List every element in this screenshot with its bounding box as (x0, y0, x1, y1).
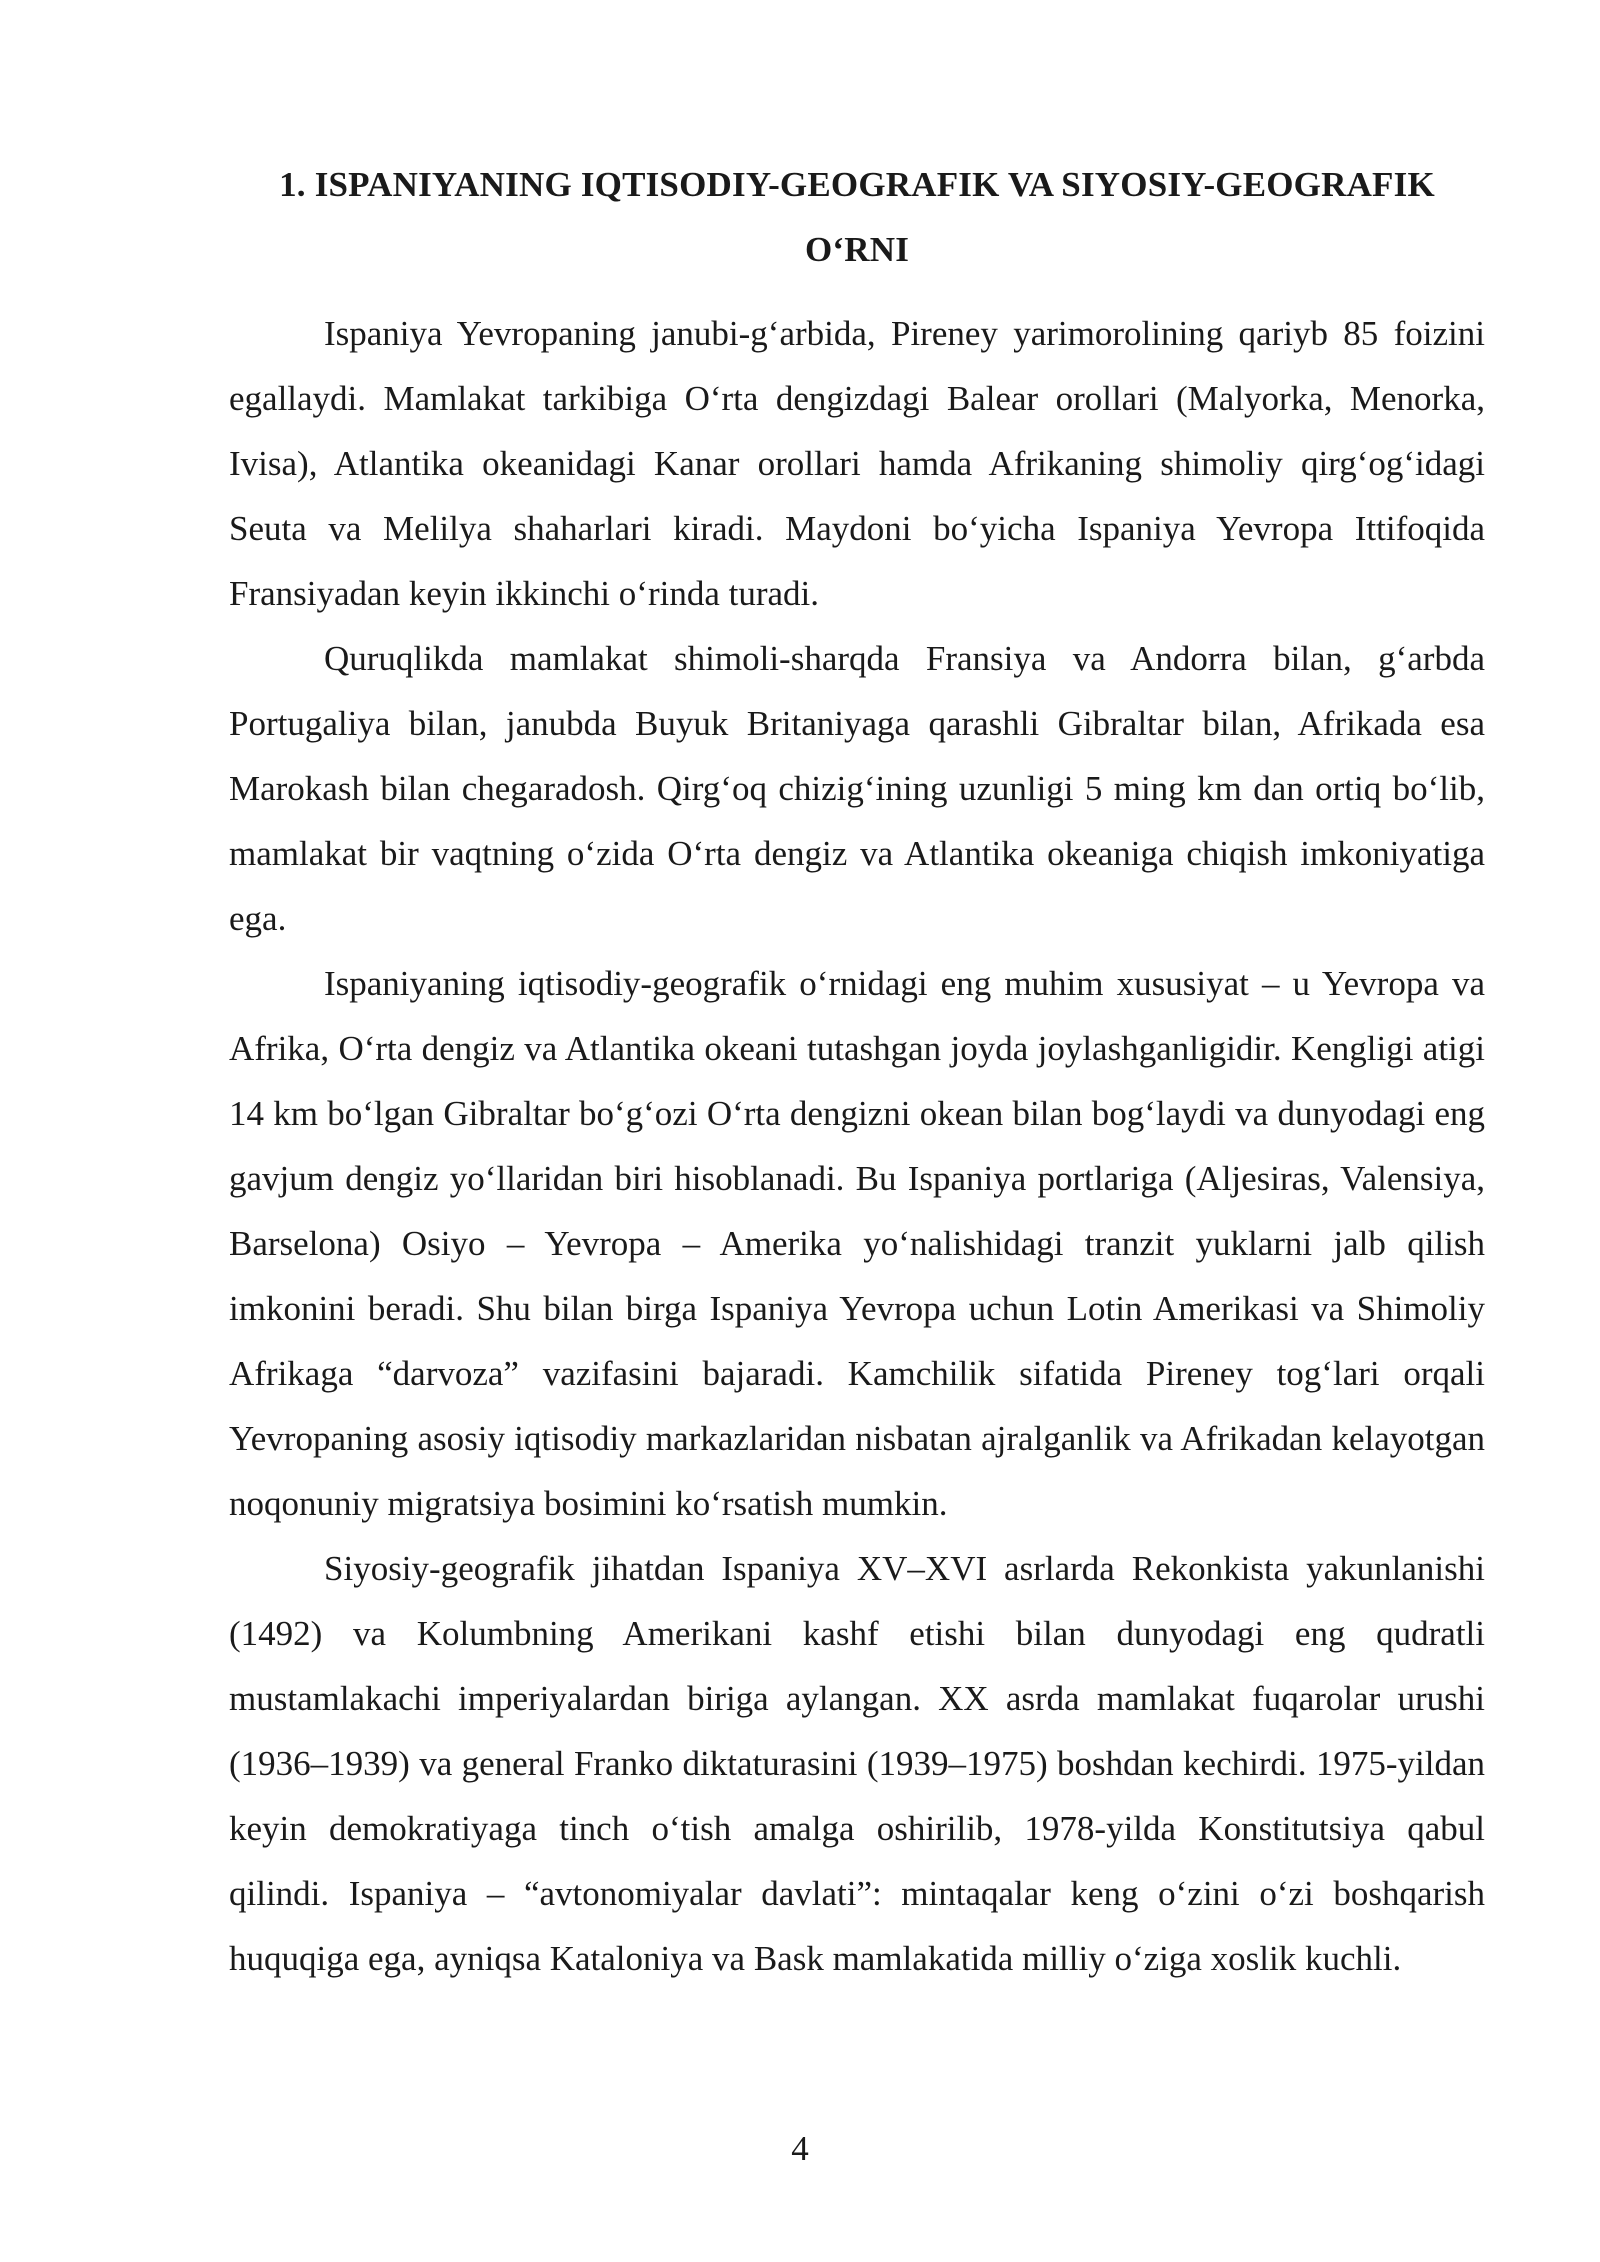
section-title (229, 152, 1485, 282)
section-title-line-1: 1. ISPANIYANING IQTISODIY-GEOGRAFIK VA SIYOSIY-GEOGRAFIK (279, 165, 1435, 204)
paragraph-borders: Quruqlikda mamlakat shimoli-sharqda Fransiya va Andorra bilan, g‘arbda Portugaliya bilan, janubda Buyuk Britaniyaga qarashli Gibraltar bilan, Afrikada esa Marokash bilan chegaradosh. Qirg‘oq chizig‘ining uzunligi 5 ming km dan ortiq bo‘lib, mamlakat bir vaqtning o‘zida O‘rta dengiz va Atlantika okeaniga chiqish imkoniyatiga ega. (229, 639, 1485, 938)
page-number: 4 (791, 2129, 809, 2168)
document-page (229, 0, 1485, 1991)
paragraph-location: Ispaniya Yevropaning janubi-g‘arbida, Pireney yarimorolining qariyb 85 foizini egallaydi. Mamlakat tarkibiga O‘rta dengizdagi Balear orollari (Malyorka, Menorka, Ivisa), Atlantika okeanidagi Kanar orollari hamda Afrikaning shimoliy qirg‘og‘idagi Seuta va Melilya shaharlari kiradi. Maydoni bo‘yicha Ispaniya Yevropa Ittifoqida Fransiyadan keyin ikkinchi o‘rinda turadi. (229, 314, 1485, 613)
section-title-line-2: O‘RNI (804, 230, 910, 269)
body-text (229, 301, 1485, 1991)
paragraph-political-position: Siyosiy-geografik jihatdan Ispaniya XV–XVI asrlarda Rekonkista yakunlanishi (1492) va Kolumbning Amerikani kashf etishi bilan dunyodagi eng qudratli mustamlakachi imperiyalardan biriga aylangan. XX asrda mamlakat fuqarolar urushi (1936–1939) va general Franko diktaturasini (1939–1975) boshdan kechirdi. 1975-yildan keyin demokratiyaga tinch o‘tish amalga oshirilib, 1978-yilda Konstitutsiya qabul qilindi. Ispaniya – “avtonomiyalar davlati”: mintaqalar keng o‘zini o‘zi boshqarish huquqiga ega, ayniqsa Kataloniya va Bask mamlakatida milliy o‘ziga xoslik kuchli. (229, 1549, 1485, 1978)
paragraph-economic-position: Ispaniyaning iqtisodiy-geografik o‘rnidagi eng muhim xususiyat – u Yevropa va Afrika, O‘rta dengiz va Atlantika okeani tutashgan joyda joylashganligidir. Kengligi atigi 14 km bo‘lgan Gibraltar bo‘g‘ozi O‘rta dengizni okean bilan bog‘laydi va dunyodagi eng gavjum dengiz yo‘llaridan biri hisoblanadi. Bu Ispaniya portlariga (Aljesiras, Valensiya, Barselona) Osiyo – Yevropa – Amerika yo‘nalishidagi tranzit yuklarni jalb qilish imkonini beradi. Shu bilan birga Ispaniya Yevropa uchun Lotin Amerikasi va Shimoliy Afrikaga “darvoza” vazifasini bajaradi. Kamchilik sifatida Pireney tog‘lari orqali Yevropaning asosiy iqtisodiy markazlaridan nisbatan ajralganlik va Afrikadan kelayotgan noqonuniy migratsiya bosimini ko‘rsatish mumkin. (229, 964, 1485, 1523)
